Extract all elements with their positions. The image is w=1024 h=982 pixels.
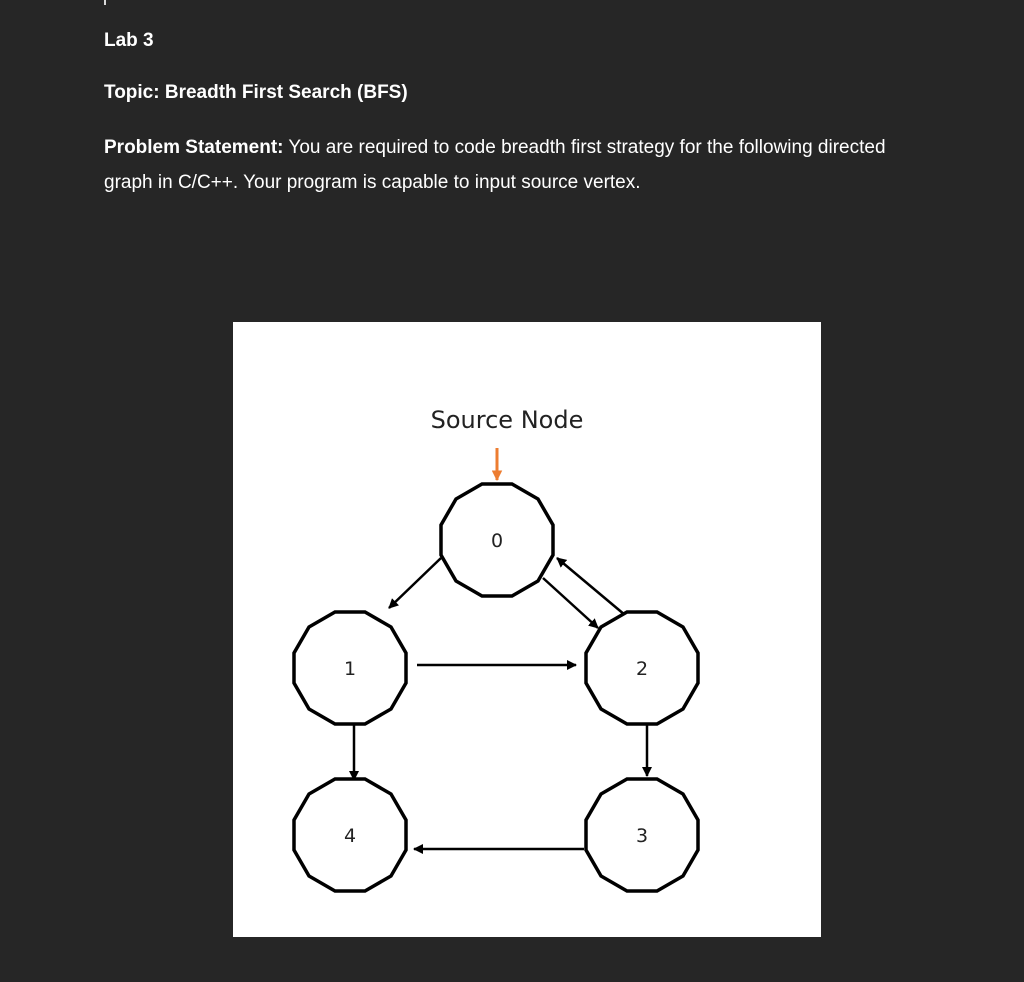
edge-2-to-0: [557, 558, 625, 615]
graph-node-1-label: 1: [343, 658, 357, 680]
graph-node-4: [294, 779, 406, 891]
topic-heading: Topic: Breadth First Search (BFS): [104, 82, 408, 103]
lab-title: Lab 3: [104, 30, 154, 51]
source-node-label: Source Node: [430, 406, 584, 434]
graph-node-2-label: 2: [635, 658, 649, 680]
graph-node-2: [586, 612, 698, 724]
graph-node-3-label: 3: [635, 825, 649, 847]
cursor-mark: [104, 0, 106, 5]
graph-node-0: [441, 484, 553, 596]
graph-node-1: [294, 612, 406, 724]
problem-statement: [104, 130, 934, 200]
edge-0-to-1: [389, 558, 441, 608]
problem-statement-text: You are required to code breadth first strategy for the following directed graph in C/C++. Your program is capable to input source vertex.: [104, 137, 886, 193]
problem-statement-label: Problem Statement:: [104, 137, 284, 158]
graph-node-3: [586, 779, 698, 891]
graph-diagram: [233, 322, 821, 937]
graph-figure: [233, 322, 821, 937]
graph-node-4-label: 4: [343, 825, 357, 847]
graph-node-0-label: 0: [490, 530, 504, 552]
